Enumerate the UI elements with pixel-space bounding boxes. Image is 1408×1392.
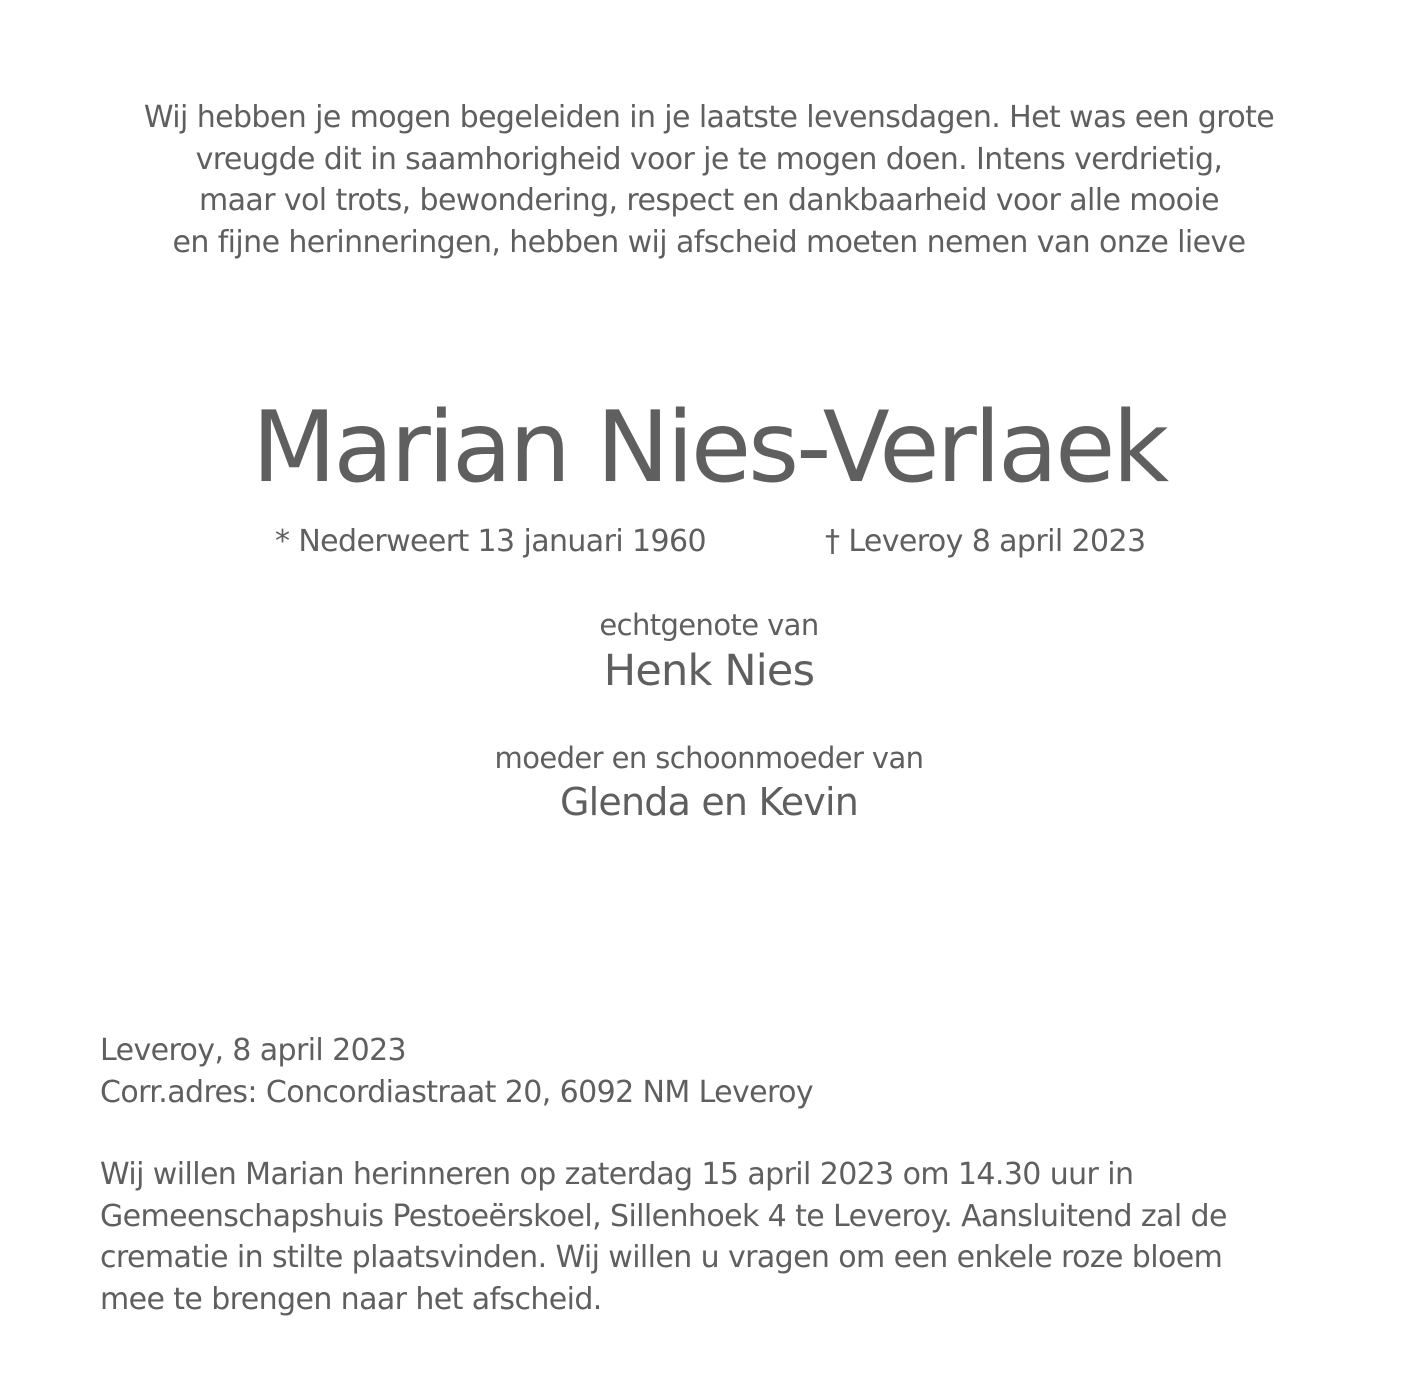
relation-name-spouse: Henk Nies	[603, 646, 815, 696]
ceremony-line: Gemeenschapshuis Pestoeërskoel, Sillenhoek 4 te Leveroy. Aansluitend zal de	[100, 1198, 1227, 1234]
ceremony-text	[100, 1154, 1227, 1320]
intro-text	[100, 97, 1318, 263]
deceased-name: Marian Nies-Verlaek	[251, 391, 1167, 505]
intro-line: maar vol trots, bewondering, respect en dankbaarheid voor alle mooie	[199, 183, 1219, 218]
place-date-block	[100, 1030, 813, 1113]
ceremony-line: mee te brengen naar het afscheid.	[100, 1281, 602, 1317]
ceremony-line: crematie in stilte plaatsvinden. Wij willen u vragen om een enkele roze bloem	[100, 1240, 1223, 1275]
relation-label-spouse: echtgenote van	[599, 608, 819, 642]
intro-line: en fijne herinneringen, hebben wij afscheid moeten nemen van onze lieve	[172, 224, 1246, 260]
intro-line: vreugde dit in saamhorigheid voor je te mogen doen. Intens verdrietig,	[195, 141, 1223, 177]
death-info: † Leveroy 8 april 2023	[825, 524, 1146, 559]
place-date-line: Leveroy, 8 april 2023	[100, 1033, 407, 1068]
relation-label-children: moeder en schoonmoeder van	[494, 741, 924, 775]
relation-name-children: Glenda en Kevin	[559, 780, 859, 824]
ceremony-line: Wij willen Marian herinneren op zaterdag 15 april 2023 om 14.30 uur in	[100, 1157, 1134, 1192]
intro-line: Wij hebben je mogen begeleiden in je laatste levensdagen. Het was een grote	[143, 100, 1275, 135]
birth-info: * Nederweert 13 januari 1960	[275, 524, 706, 559]
correspondence-address: Corr.adres: Concordiastraat 20, 6092 NM Leveroy	[100, 1074, 814, 1110]
